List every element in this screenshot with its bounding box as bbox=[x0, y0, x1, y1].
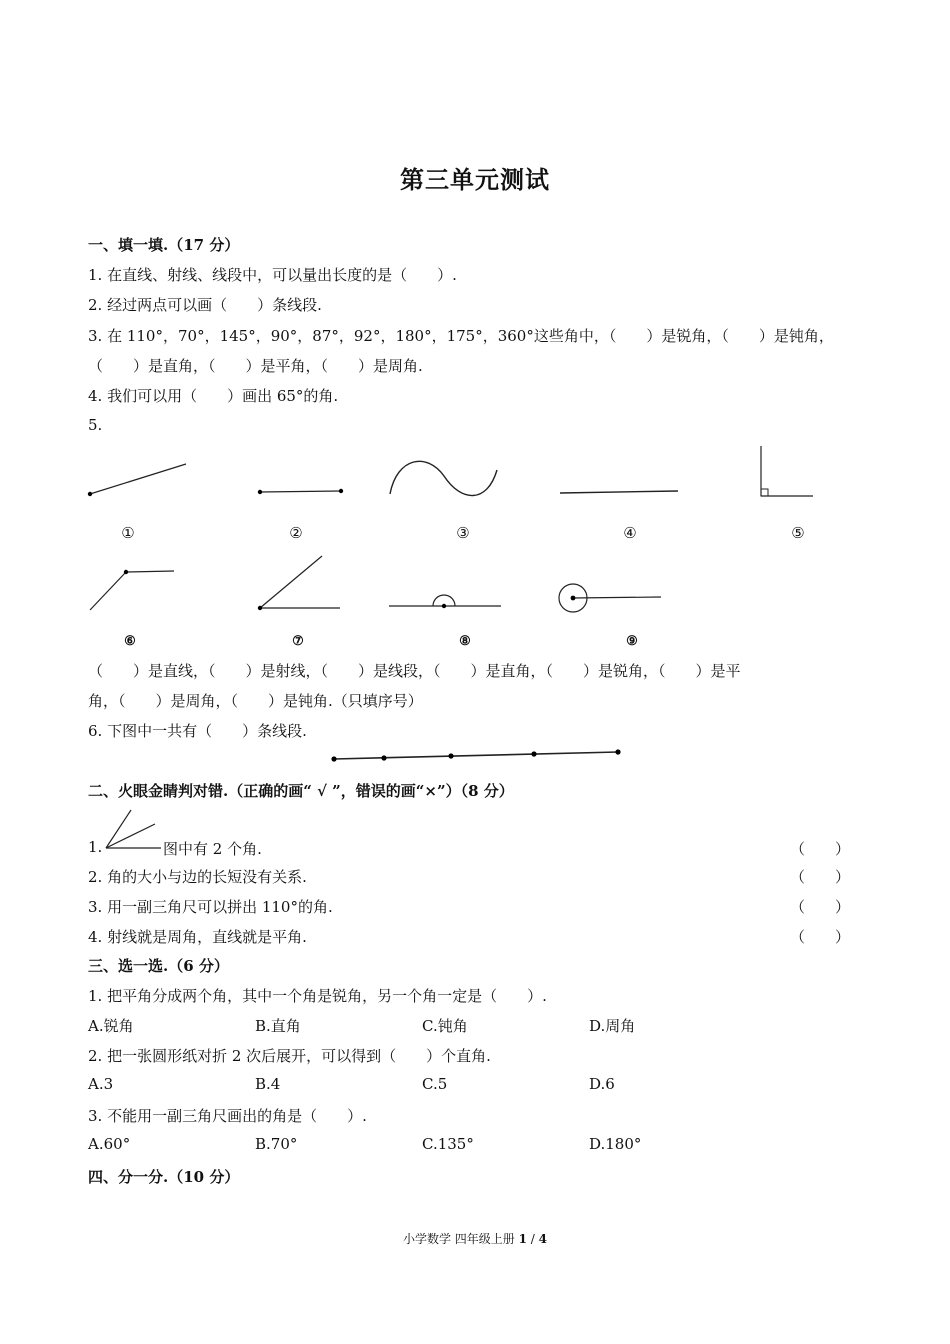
figure-label-3: ③ bbox=[456, 524, 470, 542]
section-4-heading: 四、分一分.（10 分） bbox=[88, 1168, 240, 1186]
question-3-3: 3. 不能用一副三角尺画出的角是（ ）. bbox=[88, 1107, 367, 1125]
page-separator: / bbox=[530, 1232, 535, 1246]
option-3-2-d[interactable]: D.6 bbox=[589, 1075, 615, 1093]
figure-2-segment bbox=[255, 480, 347, 500]
question-1-2: 2. 经过两点可以画（ ）条线段. bbox=[88, 296, 322, 314]
page-footer bbox=[0, 1230, 950, 1247]
page-title: 第三单元测试 bbox=[400, 165, 550, 194]
option-3-1-b[interactable]: B.直角 bbox=[255, 1017, 301, 1035]
figure-label-7: ⑦ bbox=[292, 634, 304, 649]
figure-6-obtuse-angle bbox=[86, 562, 178, 614]
figure-1-ray bbox=[86, 448, 190, 506]
question-1-5b: 角，（ ）是周角，（ ）是钝角.（只填序号） bbox=[88, 692, 423, 710]
question-1-3a: 3. 在 110°，70°，145°，90°，87°，92°，180°，175°，360°这些角中，（ ）是锐角，（ ）是钝角， bbox=[88, 327, 834, 345]
question-1-1: 1. 在直线、射线、线段中，可以量出长度的是（ ）. bbox=[88, 266, 457, 284]
question-2-2: 2. 角的大小与边的长短没有关系. bbox=[88, 868, 307, 886]
figure-5-right-angle bbox=[755, 442, 817, 502]
option-3-1-a[interactable]: A.锐角 bbox=[88, 1017, 134, 1035]
figure-segments-line bbox=[328, 746, 624, 764]
option-3-3-b[interactable]: B.70° bbox=[255, 1135, 298, 1153]
option-3-2-b[interactable]: B.4 bbox=[255, 1075, 281, 1093]
question-1-6: 6. 下图中一共有（ ）条线段. bbox=[88, 722, 307, 740]
figure-9-full-angle bbox=[555, 578, 665, 618]
section-3-heading: 三、选一选.（6 分） bbox=[88, 957, 229, 975]
question-1-5a: （ ）是直线，（ ）是射线，（ ）是线段，（ ）是直角，（ ）是锐角，（ ）是平 bbox=[88, 662, 741, 680]
question-1-5: 5. bbox=[88, 416, 103, 434]
answer-box-2-3[interactable]: （ ） bbox=[790, 898, 851, 916]
question-2-1-number: 1. bbox=[88, 838, 103, 856]
figure-8-straight-angle bbox=[387, 590, 503, 612]
question-1-4: 4. 我们可以用（ ）画出 65°的角. bbox=[88, 387, 339, 405]
figure-two-angles bbox=[103, 808, 163, 852]
question-2-3: 3. 用一副三角尺可以拼出 110°的角. bbox=[88, 898, 333, 916]
answer-box-2-1[interactable]: （ ） bbox=[790, 840, 851, 858]
figure-label-4: ④ bbox=[623, 524, 637, 542]
question-3-1: 1. 把平角分成两个角，其中一个角是锐角，另一个角一定是（ ）. bbox=[88, 987, 547, 1005]
figure-7-acute-angle bbox=[252, 552, 344, 614]
option-3-2-a[interactable]: A.3 bbox=[88, 1075, 114, 1093]
option-3-1-c[interactable]: C.钝角 bbox=[422, 1017, 468, 1035]
page-total: 4 bbox=[538, 1232, 548, 1246]
footer-text: 小学数学 四年级上册 bbox=[402, 1232, 515, 1246]
figure-label-2: ② bbox=[289, 524, 303, 542]
figure-label-8: ⑧ bbox=[459, 634, 471, 649]
figure-3-curve bbox=[387, 452, 501, 504]
answer-box-2-2[interactable]: （ ） bbox=[790, 868, 851, 886]
figure-4-line bbox=[557, 485, 681, 499]
figure-label-5: ⑤ bbox=[791, 524, 805, 542]
question-2-1-text: 图中有 2 个角. bbox=[163, 840, 262, 858]
question-3-2: 2. 把一张圆形纸对折 2 次后展开，可以得到（ ）个直角. bbox=[88, 1047, 491, 1065]
question-1-3b: （ ）是直角，（ ）是平角，（ ）是周角. bbox=[88, 357, 423, 375]
page-number: 1 bbox=[518, 1232, 527, 1246]
option-3-3-d[interactable]: D.180° bbox=[589, 1135, 642, 1153]
figure-label-9: ⑨ bbox=[626, 634, 638, 649]
option-3-3-a[interactable]: A.60° bbox=[88, 1135, 131, 1153]
answer-box-2-4[interactable]: （ ） bbox=[790, 928, 851, 946]
question-2-4: 4. 射线就是周角，直线就是平角. bbox=[88, 928, 307, 946]
figure-label-6: ⑥ bbox=[124, 634, 136, 649]
section-1-heading: 一、填一填.（17 分） bbox=[88, 236, 240, 254]
option-3-2-c[interactable]: C.5 bbox=[422, 1075, 448, 1093]
figure-label-1: ① bbox=[121, 524, 135, 542]
option-3-1-d[interactable]: D.周角 bbox=[589, 1017, 636, 1035]
option-3-3-c[interactable]: C.135° bbox=[422, 1135, 474, 1153]
section-2-heading: 二、火眼金睛判对错.（正确的画“ √ ”，错误的画“×”）（8 分） bbox=[88, 782, 514, 800]
